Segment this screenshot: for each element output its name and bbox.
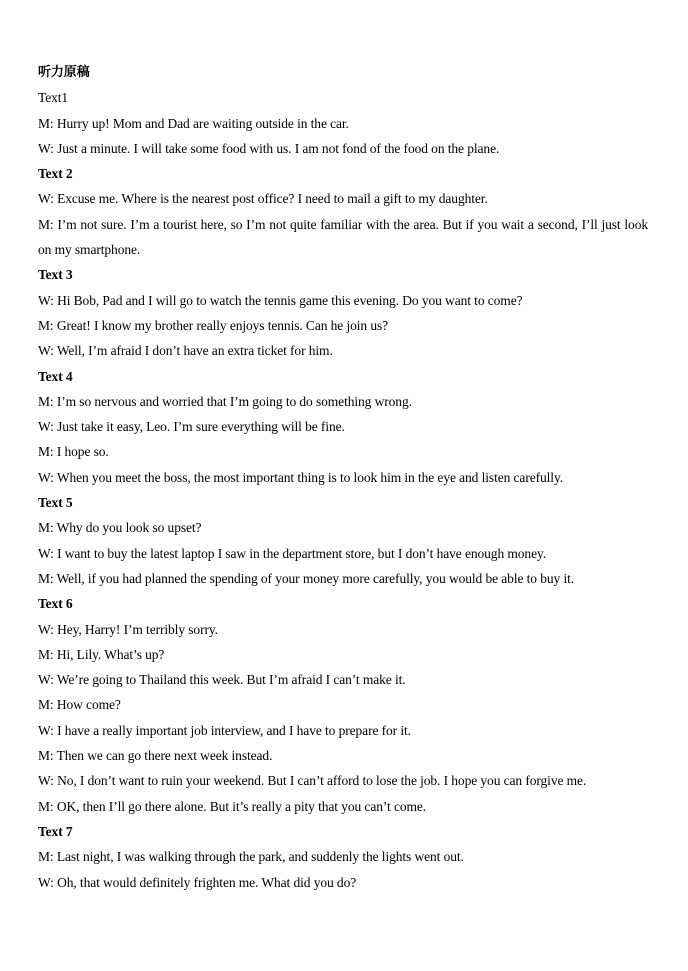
section-heading: Text 7: [38, 823, 73, 839]
section-heading: Text 2: [38, 166, 73, 182]
dialogue-line: M: How come?: [38, 697, 121, 713]
transcript-body: [38, 60, 648, 895]
dialogue-line: W: Oh, that would definitely frighten me. What did you do?: [38, 874, 357, 890]
dialogue-line: M: I’m so nervous and worried that I’m going to do something wrong.: [38, 393, 412, 409]
section-heading: Text 6: [38, 596, 73, 612]
dialogue-line: M: Great! I know my brother really enjoys tennis. Can he join us?: [38, 317, 389, 333]
dialogue-line: M: Why do you look so upset?: [38, 520, 202, 536]
dialogue-line: W: Well, I’m afraid I don’t have an extra ticket for him.: [38, 343, 333, 359]
section-heading: Text 3: [38, 267, 73, 283]
dialogue-line: W: Hey, Harry! I’m terribly sorry.: [38, 621, 218, 637]
page-title: 听力原稿: [38, 65, 90, 80]
section-heading: Text 4: [38, 368, 73, 384]
dialogue-line: M: Hurry up! Mom and Dad are waiting outside in the car.: [38, 115, 349, 131]
dialogue-line: M: OK, then I’ll go there alone. But it’s really a pity that you can’t come.: [38, 798, 427, 814]
dialogue-line: M: Well, if you had planned the spending of your money more carefully, you would be able to buy it.: [38, 570, 575, 586]
dialogue-line: M: Last night, I was walking through the park, and suddenly the lights went out.: [38, 849, 464, 865]
section-heading: Text1: [38, 90, 69, 106]
dialogue-line: W: When you meet the boss, the most important thing is to look him in the eye and listen carefully.: [38, 469, 563, 485]
dialogue-line: W: No, I don’t want to ruin your weekend. But I can’t afford to lose the job. I hope you can forgive me.: [38, 773, 587, 789]
dialogue-line: W: Hi Bob, Pad and I will go to watch the tennis game this evening. Do you want to come?: [38, 292, 523, 308]
dialogue-line: W: I want to buy the latest laptop I saw in the department store, but I don’t have enough money.: [38, 545, 547, 561]
dialogue-line: W: We’re going to Thailand this week. But I’m afraid I can’t make it.: [38, 672, 406, 688]
dialogue-line: M: Hi, Lily. What’s up?: [38, 646, 165, 662]
dialogue-line: M: I hope so.: [38, 444, 109, 460]
dialogue-line: M: I’m not sure. I’m a tourist here, so I’m not quite familiar with the area. But if you wait a second, I’ll just look on my smartphone.: [38, 216, 648, 258]
dialogue-line: W: Excuse me. Where is the nearest post office? I need to mail a gift to my daughter.: [38, 191, 488, 207]
dialogue-line: M: Then we can go there next week instead.: [38, 748, 273, 764]
dialogue-line: W: I have a really important job interview, and I have to prepare for it.: [38, 722, 411, 738]
section-heading: Text 5: [38, 495, 73, 511]
dialogue-line: W: Just take it easy, Leo. I’m sure everything will be fine.: [38, 419, 345, 435]
dialogue-line: W: Just a minute. I will take some food with us. I am not fond of the food on the plane.: [38, 140, 500, 156]
